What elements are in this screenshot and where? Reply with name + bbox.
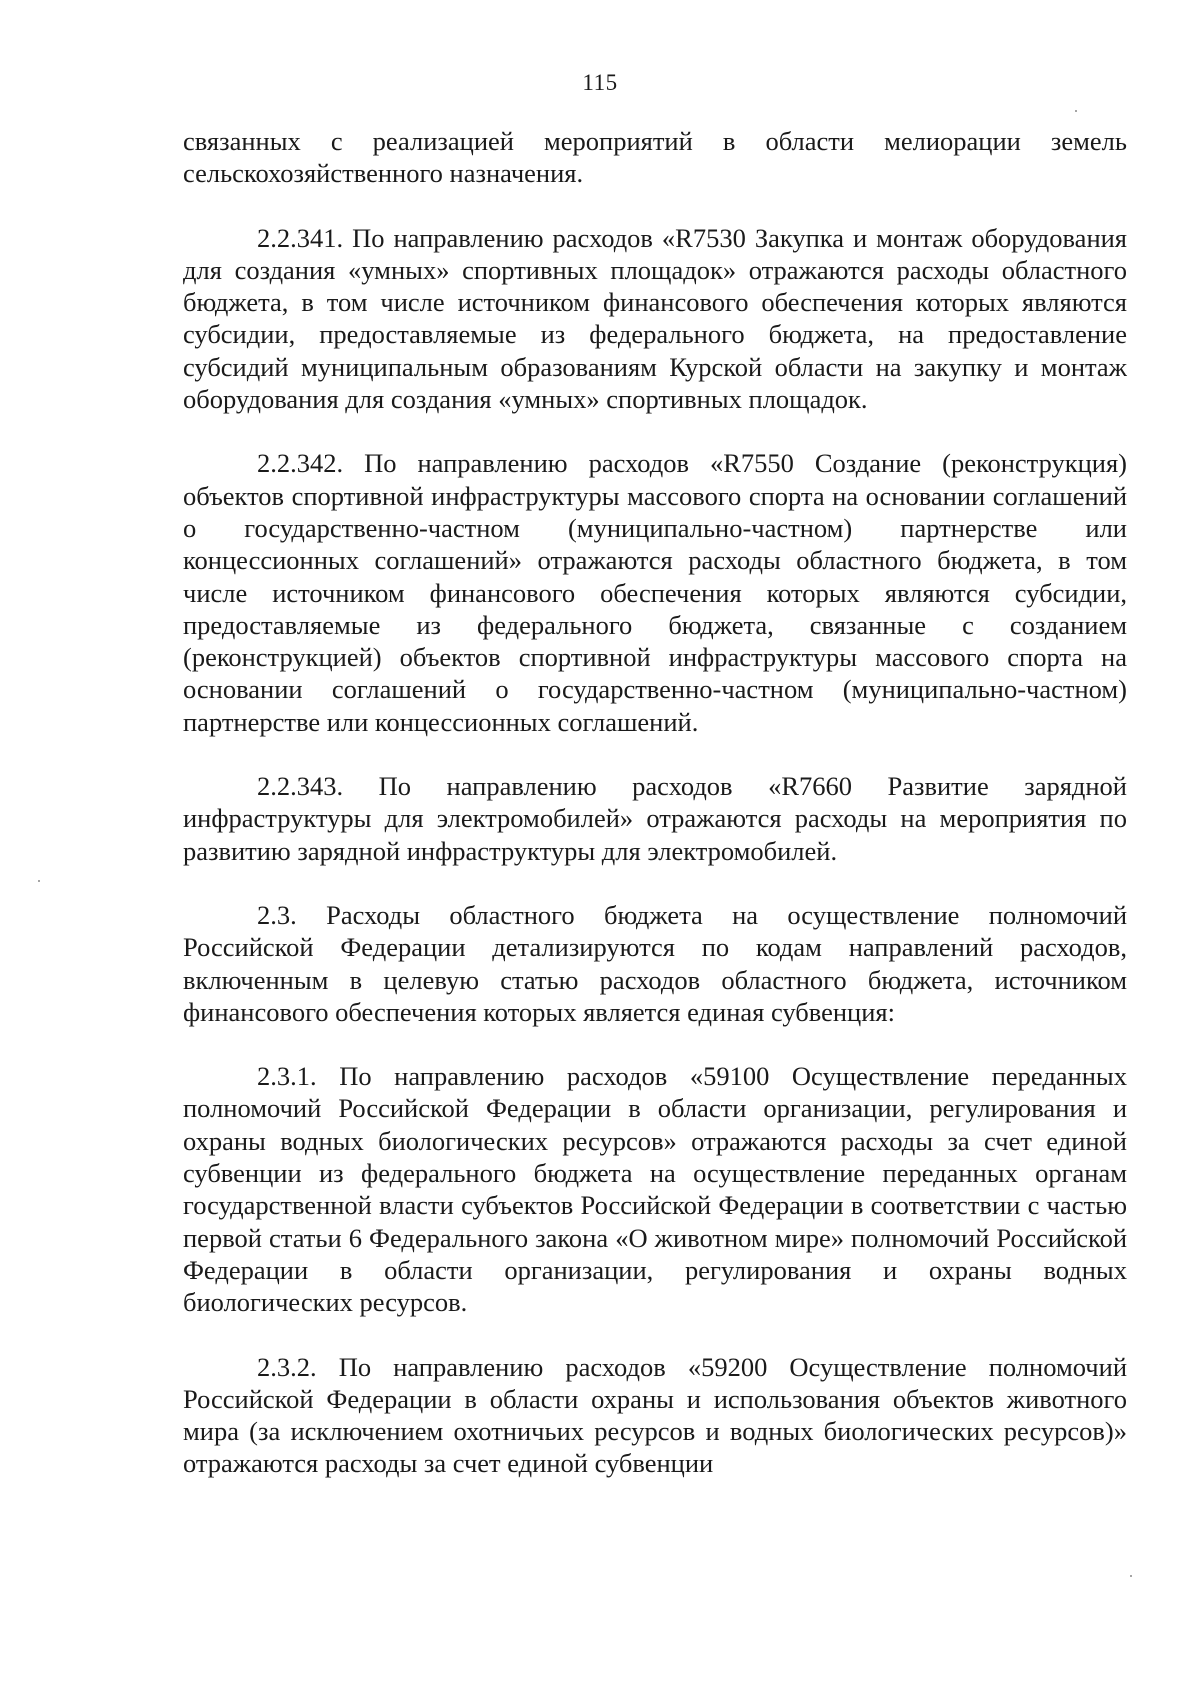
scan-speck (38, 880, 40, 882)
paragraph-continuation: связанных с реализацией мероприятий в области мелиорации земель сельскохозяйственного назначения. (183, 126, 1127, 189)
scan-speck (1130, 1575, 1132, 1577)
scan-speck (1075, 110, 1077, 112)
document-body (183, 125, 1127, 1480)
paragraph-2-3-2: 2.3.2. По направлению расходов «59200 Осуществление полномочий Российской Федерации в области охраны и использования объектов животного мира (за исключением охотничьих ресурсов и водных биологических ресурсов)» отражаются расходы за счет единой субвенции (183, 1351, 1127, 1479)
paragraph-2-2-342: 2.2.342. По направлению расходов «R7550 Создание (реконструкция) объектов спортивной инфраструктуры массового спорта на основании соглашений о государственно-частном (муниципально-частном) партнерстве или концессионных соглашений» отражаются расходы областного бюджета, в том числе источником финансового обеспечения которых являются субсидии, предоставляемые из федерального бюджета, связанные с созданием (реконструкцией) объектов спортивной инфраструктуры массового спорта на основании соглашений о государственно-частном (муниципально-частном) партнерстве или концессионных соглашений. (183, 448, 1127, 737)
paragraph-2-2-343: 2.2.343. По направлению расходов «R7660 Развитие зарядной инфраструктуры для электромобилей» отражаются расходы на мероприятия по развитию зарядной инфраструктуры для электромобилей. (183, 771, 1127, 866)
paragraph-2-3-1: 2.3.1. По направлению расходов «59100 Осуществление переданных полномочий Российской Федерации в области организации, регулирования и охраны водных биологических ресурсов» отражаются расходы за счет единой субвенции из федерального бюджета на осуществление переданных органам государственной власти субъектов Российской Федерации в соответствии с частью первой статьи 6 Федерального закона «О животном мире» полномочий Российской Федерации в области организации, регулирования и охраны водных биологических ресурсов. (183, 1061, 1127, 1318)
page-number: 115 (582, 70, 618, 95)
paragraph-2-2-341: 2.2.341. По направлению расходов «R7530 Закупка и монтаж оборудования для создания «умных» спортивных площадок» отражаются расходы областного бюджета, в том числе источником финансового обеспечения которых являются субсидии, предоставляемые из федерального бюджета, на предоставление субсидий муниципальным образованиям Курской области на закупку и монтаж оборудования для создания «умных» спортивных площадок. (183, 222, 1127, 415)
paragraph-2-3: 2.3. Расходы областного бюджета на осуществление полномочий Российской Федерации детализируются по кодам направлений расходов, включенным в целевую статью расходов областного бюджета, источником финансового обеспечения которых является единая субвенция: (183, 899, 1127, 1027)
